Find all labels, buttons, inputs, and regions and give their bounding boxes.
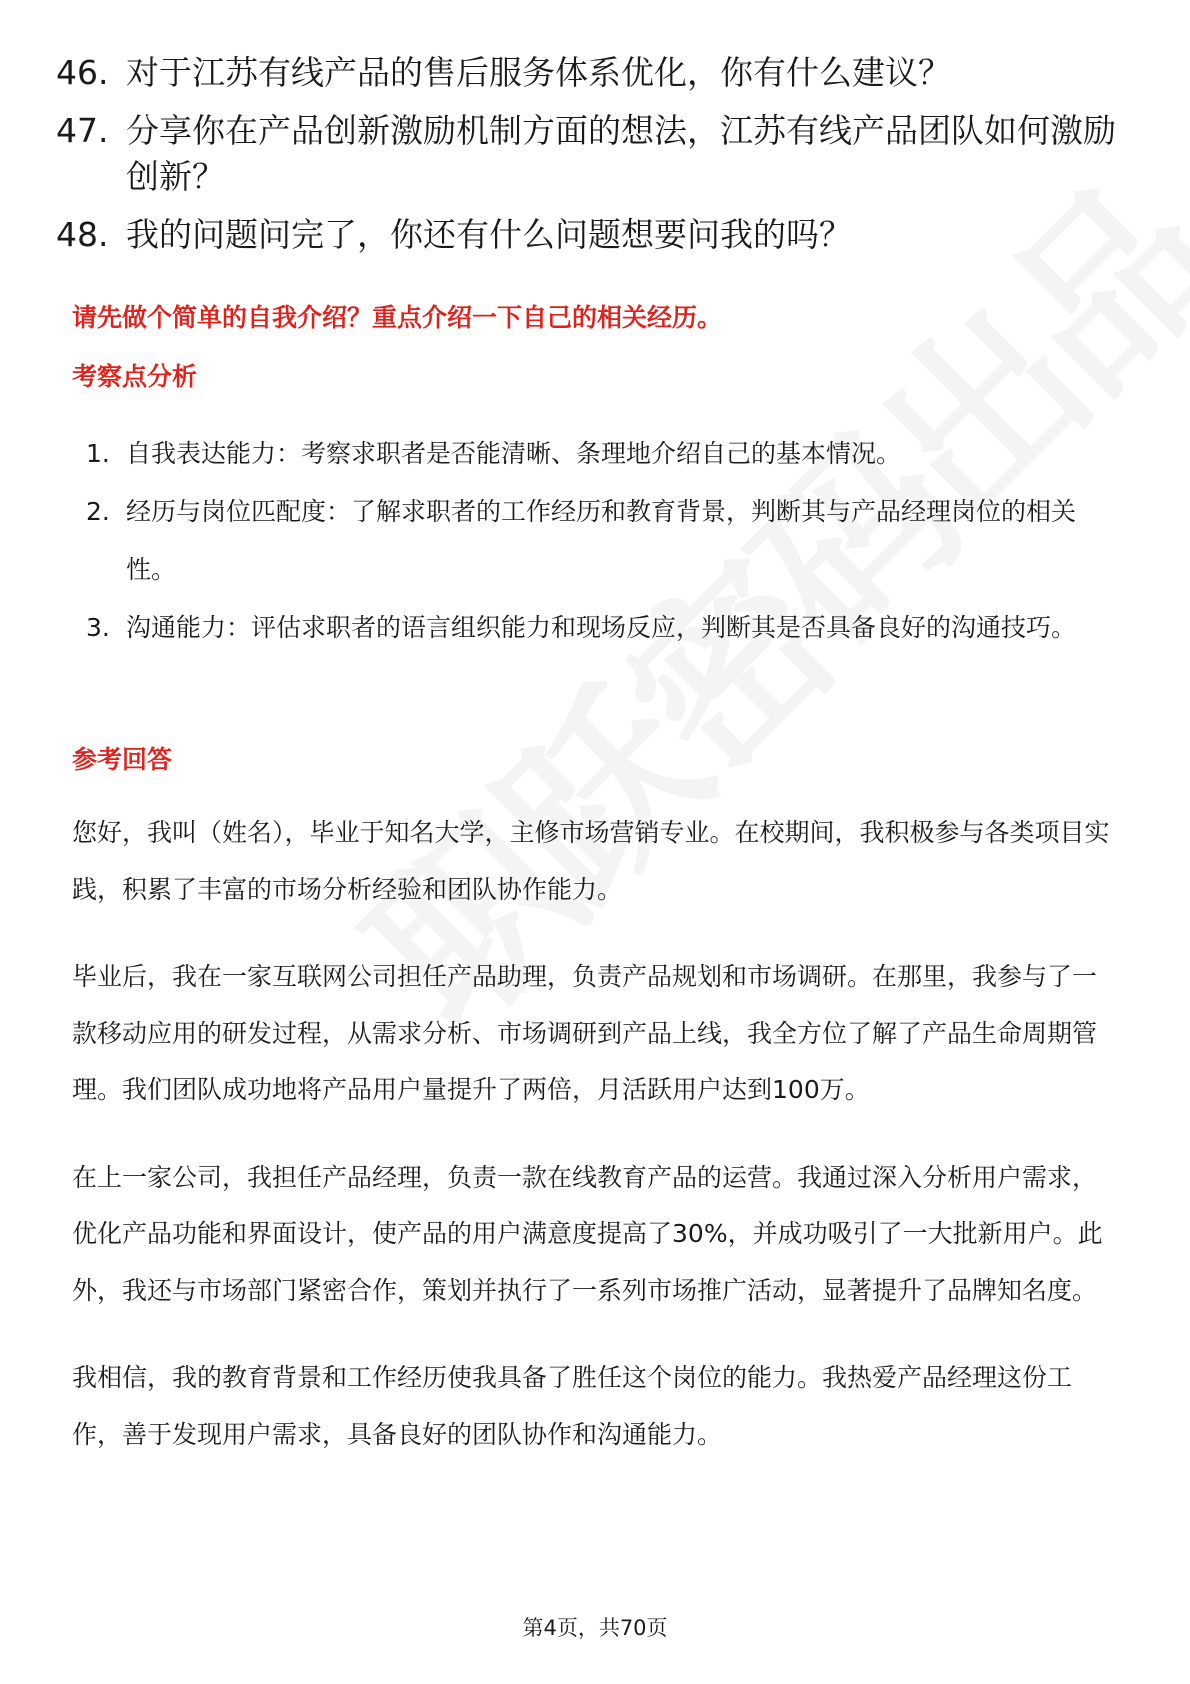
question-item xyxy=(56,50,1116,96)
analysis-number: 1. xyxy=(86,439,110,468)
analysis-number: 2. xyxy=(86,497,110,526)
analysis-text: 经历与岗位匹配度：了解求职者的工作经历和教育背景，判断其与产品经理岗位的相关性。 xyxy=(126,497,1077,584)
question-number: 46. xyxy=(56,53,109,92)
analysis-item xyxy=(86,483,1116,599)
analysis-item xyxy=(86,599,1116,657)
answer-heading: 参考回答 xyxy=(72,745,173,774)
question-item xyxy=(56,212,1116,258)
question-text: 我的问题问完了，你还有什么问题想要问我的吗？ xyxy=(126,215,852,254)
analysis-text: 自我表达能力：考察求职者是否能清晰、条理地介绍自己的基本情况。 xyxy=(126,439,902,468)
answer-body xyxy=(72,805,1120,1494)
question-list xyxy=(56,50,1116,270)
answer-paragraph: 毕业后，我在一家互联网公司担任产品助理，负责产品规划和市场调研。在那里，我参与了一款移动应用的研发过程，从需求分析、市场调研到产品上线，我全方位了解了产品生命周期管理。我们团队成功地将产品用户量提升了两倍，月活跃用户达到100万。 xyxy=(72,962,1098,1104)
analysis-list xyxy=(86,425,1116,657)
analysis-item xyxy=(86,425,1116,483)
analysis-number: 3. xyxy=(86,613,110,642)
analysis-heading: 考察点分析 xyxy=(72,362,198,391)
main-question-heading: 请先做个简单的自我介绍？重点介绍一下自己的相关经历。 xyxy=(72,303,723,332)
answer-paragraph: 我相信，我的教育背景和工作经历使我具备了胜任这个岗位的能力。我热爱产品经理这份工作，善于发现用户需求，具备良好的团队协作和沟通能力。 xyxy=(72,1363,1073,1449)
answer-paragraph: 您好，我叫（姓名），毕业于知名大学，主修市场营销专业。在校期间，我积极参与各类项目实践，积累了丰富的市场分析经验和团队协作能力。 xyxy=(72,818,1110,904)
page-footer: 第4页，共70页 xyxy=(522,1616,668,1640)
question-text: 分享你在产品创新激励机制方面的想法，江苏有线产品团队如何激励创新？ xyxy=(126,111,1116,196)
question-text: 对于江苏有线产品的售后服务体系优化，你有什么建议？ xyxy=(126,53,951,92)
answer-paragraph: 在上一家公司，我担任产品经理，负责一款在线教育产品的运营。我通过深入分析用户需求，优化产品功能和界面设计，使产品的用户满意度提高了30%，并成功吸引了一大批新用户。此外，我还与市场部门紧密合作，策划并执行了一系列市场推广活动，显著提升了品牌知名度。 xyxy=(72,1162,1103,1305)
analysis-text: 沟通能力：评估求职者的语言组织能力和现场反应，判断其是否具备良好的沟通技巧。 xyxy=(126,613,1077,642)
question-item xyxy=(56,108,1116,200)
question-number: 48. xyxy=(56,215,109,254)
question-number: 47. xyxy=(56,111,109,150)
